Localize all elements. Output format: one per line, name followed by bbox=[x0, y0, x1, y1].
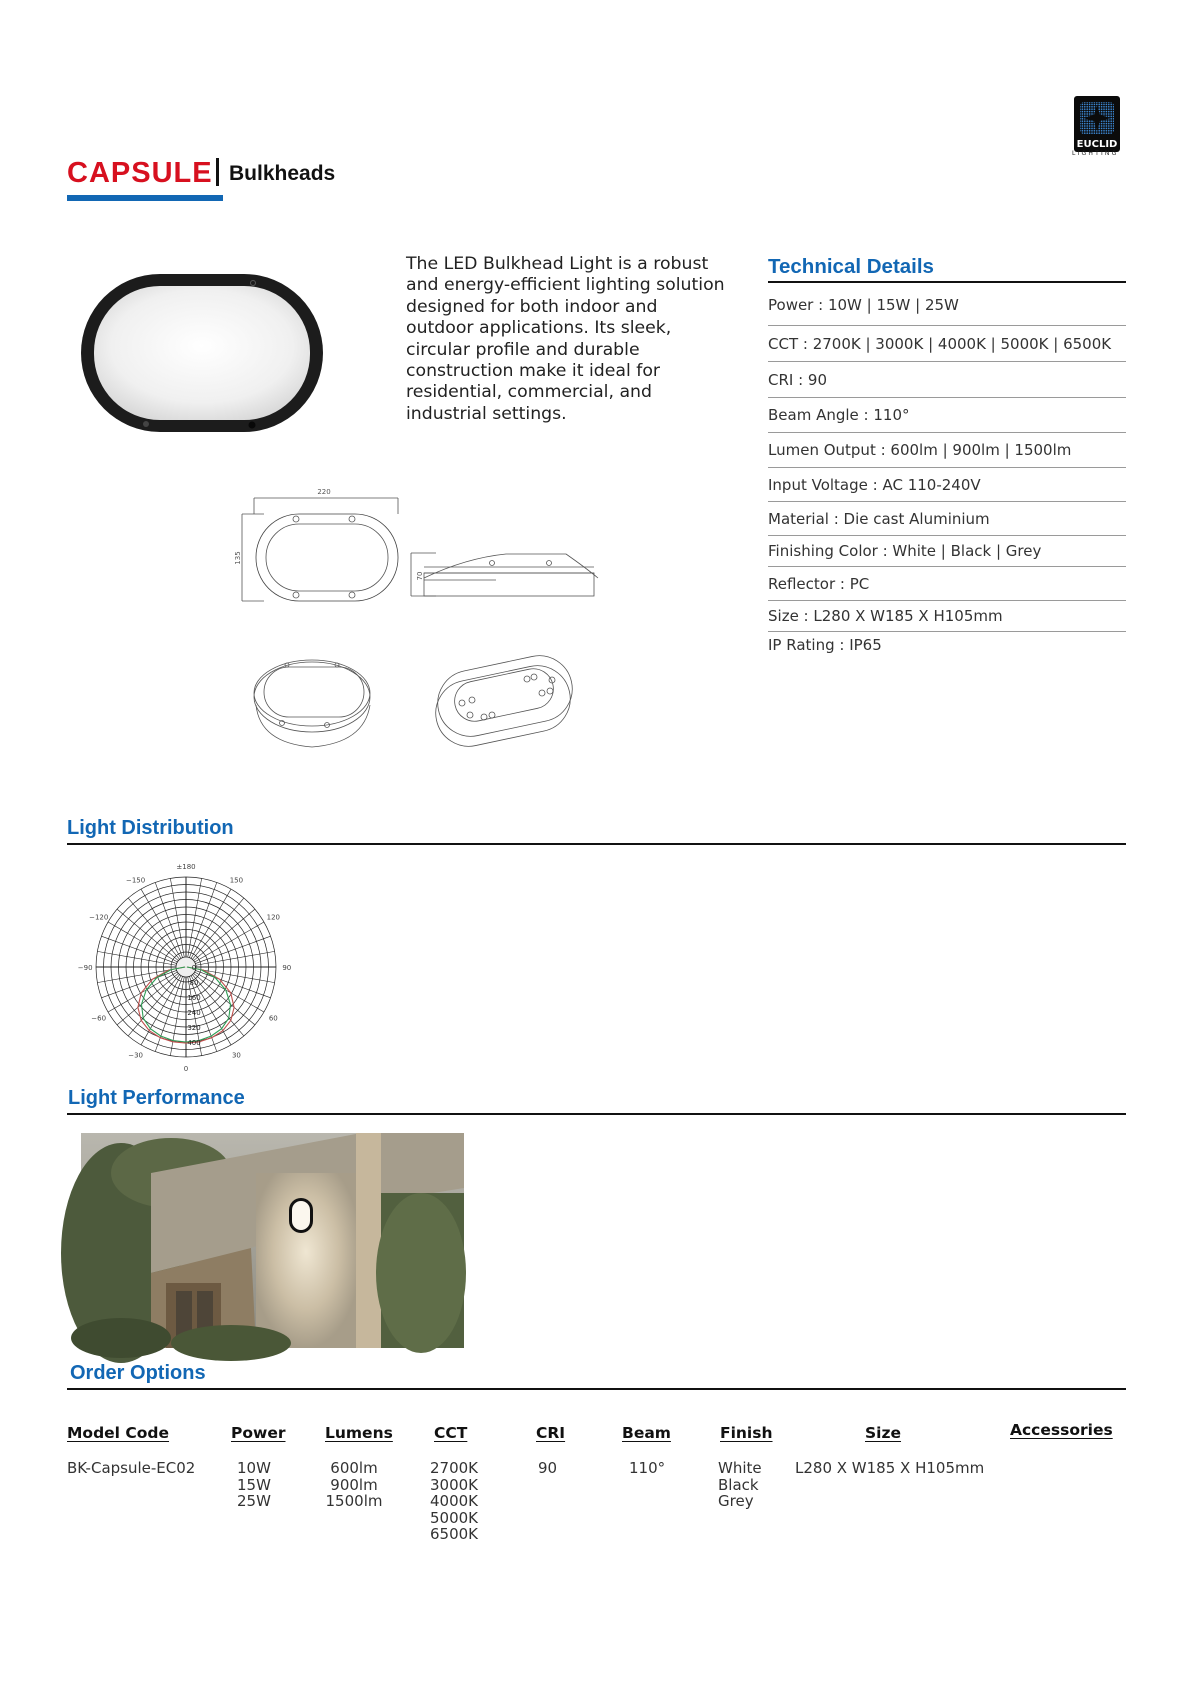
tech-row-lumen-output: Lumen Output : 600lm | 900lm | 1500lm bbox=[768, 433, 1126, 468]
light-distribution-rule bbox=[67, 843, 1126, 845]
tech-row-cct: CCT : 2700K | 3000K | 4000K | 5000K | 6500K bbox=[768, 326, 1126, 362]
light-performance-title: Light Performance bbox=[68, 1087, 245, 1109]
polar-grid-spoke bbox=[196, 951, 275, 965]
cell-lumens-value: 1500lm bbox=[325, 1492, 383, 1510]
title-separator bbox=[216, 158, 219, 186]
col-header-cri: CRI bbox=[536, 1424, 566, 1442]
cell-cri: 90 bbox=[538, 1459, 558, 1477]
product-category: Bulkheads bbox=[229, 162, 336, 185]
tech-row-ip-rating: IP Rating : IP65 bbox=[768, 636, 882, 654]
cell-cct bbox=[430, 1460, 478, 1543]
brand-underline bbox=[67, 195, 223, 201]
polar-angle-label: 60 bbox=[268, 1014, 278, 1023]
polar-grid-spoke bbox=[188, 878, 202, 957]
tech-row-size: Size : L280 X W185 X H105mm bbox=[768, 601, 1126, 632]
cell-finish bbox=[718, 1460, 762, 1510]
tech-row-input-voltage: Input Voltage : AC 110-240V bbox=[768, 468, 1126, 502]
tech-row-cri: CRI : 90 bbox=[768, 362, 1126, 398]
polar-grid-spoke bbox=[97, 951, 176, 965]
tech-row-reflector: Reflector : PC bbox=[768, 567, 1126, 601]
polar-radial-label: 80 bbox=[189, 979, 199, 987]
cell-cct-value: 2700K bbox=[430, 1459, 479, 1477]
order-options-rule bbox=[67, 1388, 1126, 1390]
width-dimension-label: 220 bbox=[317, 488, 331, 496]
col-header-finish: Finish bbox=[720, 1424, 773, 1442]
col-header-model-code: Model Code bbox=[67, 1424, 170, 1442]
isometric-drawings bbox=[252, 655, 592, 750]
col-header-beam: Beam bbox=[622, 1424, 671, 1442]
cell-cct-value: 4000K bbox=[430, 1492, 479, 1510]
polar-grid-spoke bbox=[170, 878, 184, 957]
polar-radial-label: 240 bbox=[187, 1009, 201, 1017]
polar-angle-label: −30 bbox=[128, 1051, 143, 1060]
tech-row-material: Material : Die cast Aluminium bbox=[768, 502, 1126, 536]
cell-lumens bbox=[325, 1460, 383, 1510]
euclid-logo bbox=[1074, 96, 1120, 152]
front-view-drawing bbox=[234, 488, 398, 601]
polar-grid-spoke bbox=[170, 977, 184, 1056]
cell-finish-value: White bbox=[718, 1459, 762, 1477]
technical-details-title: Technical Details bbox=[768, 255, 934, 278]
cell-beam: 110° bbox=[629, 1459, 666, 1477]
cell-finish-value: Black bbox=[718, 1475, 759, 1494]
cell-finish-value: Grey bbox=[718, 1492, 754, 1510]
side-view-drawing bbox=[411, 553, 598, 596]
isometric-back-drawing bbox=[430, 650, 579, 753]
isometric-front-drawing bbox=[254, 660, 370, 747]
cell-power bbox=[237, 1460, 271, 1510]
logo-tagline: LIGHTING bbox=[1072, 150, 1119, 157]
polar-angle-label: −120 bbox=[89, 913, 109, 922]
polar-radial-label: 320 bbox=[187, 1024, 201, 1032]
dimension-drawings bbox=[236, 488, 596, 608]
polar-angle-label: 120 bbox=[266, 913, 280, 922]
installation-photo bbox=[81, 1133, 464, 1348]
depth-dimension-label: 70 bbox=[416, 571, 424, 581]
cell-power-value: 25W bbox=[237, 1492, 271, 1510]
col-header-accessories: Accessories bbox=[1010, 1421, 1113, 1439]
light-distribution-title: Light Distribution bbox=[67, 817, 234, 839]
polar-chart bbox=[70, 855, 300, 1075]
col-header-size: Size bbox=[865, 1424, 902, 1442]
technical-details-rule bbox=[768, 281, 1126, 283]
polar-radial-label: 160 bbox=[187, 994, 201, 1002]
tech-row-beam-angle: Beam Angle : 110° bbox=[768, 398, 1126, 433]
cell-power-value: 15W bbox=[237, 1475, 271, 1494]
cell-size: L280 X W185 X H105mm bbox=[795, 1459, 985, 1477]
polar-angle-label: −150 bbox=[125, 876, 146, 885]
cell-cct-value: 5000K bbox=[430, 1508, 479, 1527]
cell-model-code: BK-Capsule-EC02 bbox=[67, 1459, 196, 1477]
polar-angle-label: 90 bbox=[282, 964, 292, 972]
polar-angle-label: −90 bbox=[77, 964, 93, 972]
polar-grid-spoke bbox=[196, 969, 275, 983]
col-header-lumens: Lumens bbox=[325, 1424, 393, 1442]
polar-angle-label: 0 bbox=[183, 1064, 189, 1073]
tech-row-power: Power : 10W | 15W | 25W bbox=[768, 285, 1126, 326]
polar-angle-label: −60 bbox=[91, 1014, 107, 1023]
tech-row-finishing-color: Finishing Color : White | Black | Grey bbox=[768, 536, 1126, 567]
light-performance-rule bbox=[67, 1113, 1126, 1115]
technical-details-list bbox=[768, 285, 1126, 658]
polar-angle-label: 150 bbox=[229, 876, 244, 885]
brand-name: CAPSULE bbox=[67, 157, 213, 189]
cell-lumens-value: 900lm bbox=[330, 1475, 378, 1494]
logo-wordmark: EUCLID bbox=[1076, 139, 1118, 150]
col-header-power: Power bbox=[231, 1424, 286, 1442]
polar-angle-label: ±180 bbox=[176, 863, 196, 872]
polar-angle-label: 30 bbox=[231, 1051, 241, 1060]
order-options-title: Order Options bbox=[70, 1362, 206, 1384]
cell-cct-value: 6500K bbox=[430, 1525, 479, 1543]
cell-cct-value: 3000K bbox=[430, 1475, 479, 1494]
product-photo bbox=[78, 270, 326, 436]
col-header-cct: CCT bbox=[434, 1424, 468, 1442]
cell-lumens-value: 600lm bbox=[330, 1459, 378, 1477]
polar-grid-spoke bbox=[97, 969, 176, 983]
polar-radial-label: 400 bbox=[187, 1039, 201, 1047]
polar-radial-label: 0 bbox=[191, 964, 197, 972]
cell-power-value: 10W bbox=[237, 1459, 271, 1477]
height-dimension-label: 135 bbox=[234, 551, 242, 565]
product-description: The LED Bulkhead Light is a robust and energy-efficient lighting solution designed for both indoor and outdoor applications. Its sleek, circular profile and durable construction make it ideal for residential, commercial, and industrial settings. bbox=[406, 254, 725, 424]
